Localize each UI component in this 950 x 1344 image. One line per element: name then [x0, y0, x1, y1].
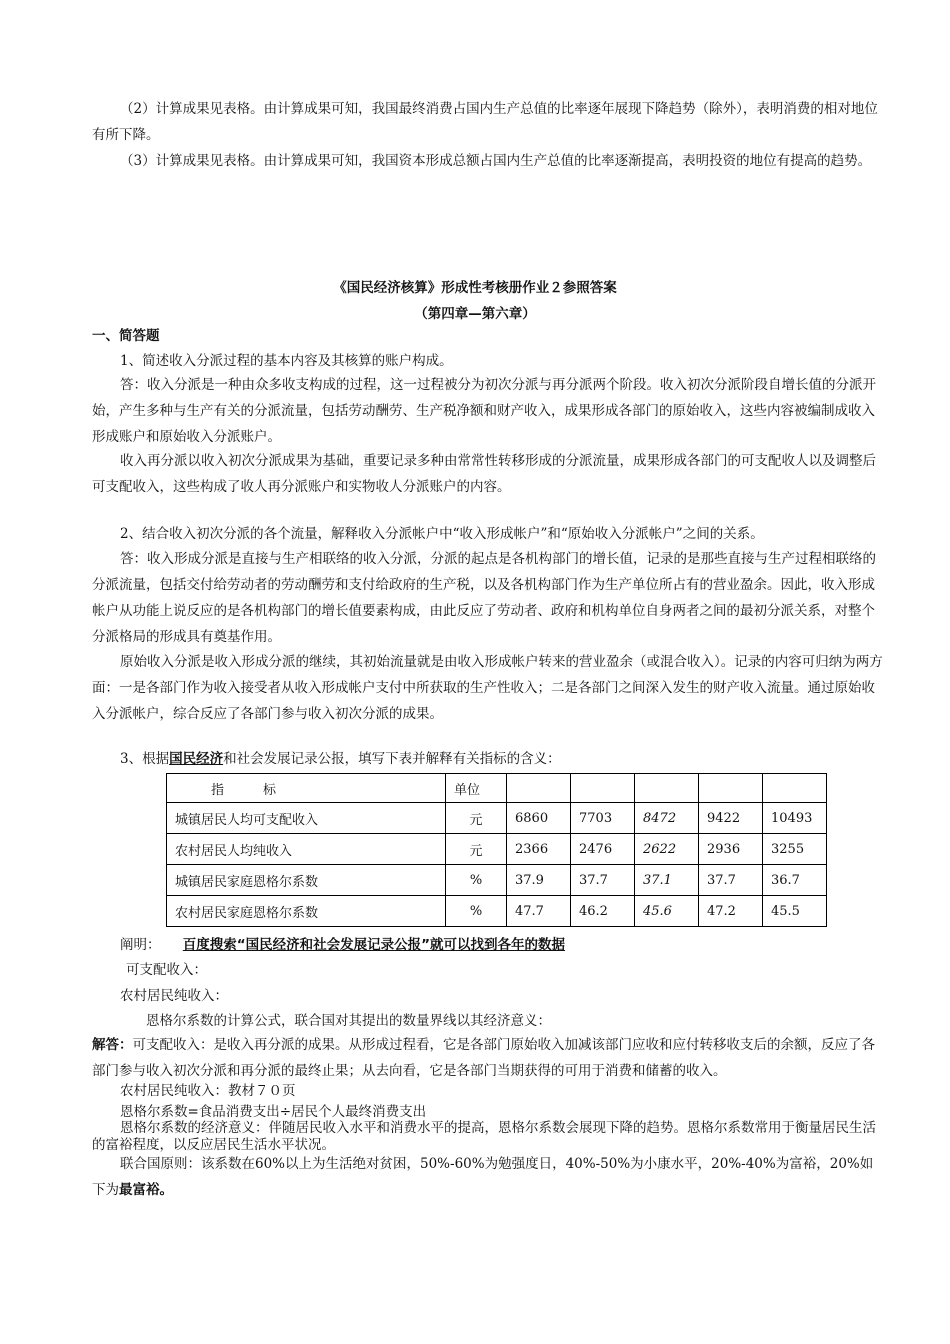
- row-unit: 元: [446, 834, 507, 865]
- answer-un-standard: [92, 1151, 884, 1203]
- un-text: 联合国原则：该系数在60%以上为生活绝对贫困，50%-60%为勉强度日，40%-50%为小康水平，20%-40%为富裕，20%如下为: [92, 1156, 874, 1198]
- note-label: 阐明：: [120, 937, 161, 953]
- paragraph-2: （2）计算成果见表格。由计算成果可知，我国最终消费占国内生产总值的比率逐年展现下降趋势（除外），表明消费的相对地位有所下降。: [92, 101, 878, 143]
- cell-value: 10493: [763, 803, 827, 834]
- cell-value: 47.7: [507, 896, 571, 927]
- header-year-2: [571, 774, 635, 803]
- cell-value: 45.6: [635, 896, 699, 927]
- q2-answer-2: 原始收入分派是收入形成分派的继续，其初始流量就是由收入形成帐户转来的营业盈余（或混合收入）。记录的内容可归纳为两方面：一是各部门作为收入接受者从收入形成帐户支付中所获取的生产性收入；二是各部门之间深入发生的财产收入流量。通过原始收入分派帐户，综合反应了各部门参与收入初次分派的成果。: [92, 654, 883, 722]
- table-row: [167, 865, 827, 896]
- statistics-table: [166, 773, 827, 927]
- cell-value: 9422: [699, 803, 763, 834]
- un-end: 最富裕。: [119, 1182, 173, 1198]
- row-unit: %: [446, 896, 507, 927]
- cell-value: 2476: [571, 834, 635, 865]
- table-note: [120, 935, 565, 955]
- cell-value: 2366: [507, 834, 571, 865]
- note-text: 百度搜索“国民经济和社会发展记录公报”就可以找到各年的数据: [182, 937, 566, 953]
- table-row: [167, 803, 827, 834]
- answer-text: 可支配收入：是收入再分派的成果。从形成过程看，它是各部门原始收入加减该部门应收和应付转移收支后的余额，反应了各部门参与收入初次分派和再分派的最终止果；从去向看，它是各部门当期获得的可用于消费和储蓄的收入。: [92, 1037, 875, 1079]
- answer-label: 解答：: [92, 1037, 133, 1053]
- answer-rural: 农村居民纯收入：教材７０页: [120, 1083, 296, 1099]
- q1-answer-1: 答：收入分派是一种由众多收支构成的过程，这一过程被分为初次分派与再分派两个阶段。收入初次分派阶段自增长值的分派开始，产生多种与生产有关的分派流量，包括劳动酬劳、生产税净额和财产收入，成果形成各部门的原始收入，这些内容被编制成收入形成账户和原始收入分派账户。: [92, 377, 876, 445]
- cell-value: 46.2: [571, 896, 635, 927]
- cell-value: 37.7: [571, 865, 635, 896]
- cell-value: 45.5: [763, 896, 827, 927]
- table-row: [167, 834, 827, 865]
- row-name: 农村居民人均纯收入: [167, 834, 446, 865]
- row-name: 农村居民家庭恩格尔系数: [167, 896, 446, 927]
- document-subtitle: （第四章—第六章）: [414, 306, 536, 322]
- cell-value: 47.2: [699, 896, 763, 927]
- section-heading: 一、简答题: [92, 328, 160, 344]
- q1-question: 1、简述收入分派过程的基本内容及其核算的账户构成。: [120, 353, 453, 369]
- q3-question-pre: 3、根据: [120, 751, 170, 767]
- row-unit: 元: [446, 803, 507, 834]
- answer-paragraph: [92, 1032, 884, 1084]
- row-name: 城镇居民人均可支配收入: [167, 803, 446, 834]
- cell-value: 37.9: [507, 865, 571, 896]
- cell-value: 2936: [699, 834, 763, 865]
- header-year-1: [507, 774, 571, 803]
- header-year-5: [763, 774, 827, 803]
- paragraph-3: （3）计算成果见表格。由计算成果可知，我国资本形成总额占国内生产总值的比率逐渐提高，表明投资的地位有提高的趋势。: [120, 153, 872, 169]
- answer-engel-formula: 恩格尔系数=食品消费支出÷居民个人最终消费支出: [120, 1104, 427, 1120]
- cell-value: 36.7: [763, 865, 827, 896]
- cell-value: 6860: [507, 803, 571, 834]
- row-unit: %: [446, 865, 507, 896]
- cell-value: 7703: [571, 803, 635, 834]
- q2-answer-1: 答：收入形成分派是直接与生产相联络的收入分派，分派的起点是各机构部门的增长值，记录的是那些直接与生产过程相联络的分派流量，包括交付给劳动者的劳动酬劳和支付给政府的生产税，以及各机构部门作为生产单位所占有的营业盈余。因此，收入形成帐户从功能上说反应的是各机构部门的增长值要素构成，由此反应了劳动者、政府和机构单位自身两者之间的最初分派关系，对整个分派格局的形成具有奠基作用。: [92, 551, 876, 645]
- document-title: 《国民经济核算》形成性考核册作业２参照答案: [333, 280, 617, 296]
- header-indicator: 指 标: [167, 774, 446, 803]
- item-disposable: 可支配收入：: [126, 962, 207, 978]
- cell-value: 8472: [635, 803, 699, 834]
- header-year-4: [699, 774, 763, 803]
- q3-question-link: 国民经济: [169, 751, 224, 767]
- q3-question: [120, 746, 884, 772]
- item-rural: 农村居民纯收入：: [120, 988, 228, 1004]
- item-engel: 恩格尔系数的计算公式，联合国对其提出的数量界线以其经济意义：: [146, 1013, 551, 1029]
- answer-engel-meaning: 恩格尔系数的经济意义：伴随居民收入水平和消费水平的提高，恩格尔系数会展现下降的趋势。恩格尔系数常用于衡量居民生活的富裕程度，以反应居民生活水平状况。: [92, 1120, 876, 1153]
- q2-question: 2、结合收入初次分派的各个流量，解释收入分派帐户中“收入形成帐户”和“原始收入分派帐户”之间的关系。: [120, 526, 764, 542]
- cell-value: 37.1: [635, 865, 699, 896]
- q3-question-post: 和社会发展记录公报，填写下表并解释有关指标的含义：: [223, 751, 561, 767]
- row-name: 城镇居民家庭恩格尔系数: [167, 865, 446, 896]
- header-unit: 单位: [446, 774, 507, 803]
- header-year-3: [635, 774, 699, 803]
- table-header-row: [167, 774, 827, 803]
- cell-value: 3255: [763, 834, 827, 865]
- q1-answer-2: 收入再分派以收入初次分派成果为基础，重要记录多种由常常性转移形成的分派流量，成果形成各部门的可支配收人以及调整后可支配收入，这些构成了收人再分派账户和实物收人分派账户的内容。: [92, 453, 876, 495]
- cell-value: 2622: [635, 834, 699, 865]
- cell-value: 37.7: [699, 865, 763, 896]
- table-row: [167, 896, 827, 927]
